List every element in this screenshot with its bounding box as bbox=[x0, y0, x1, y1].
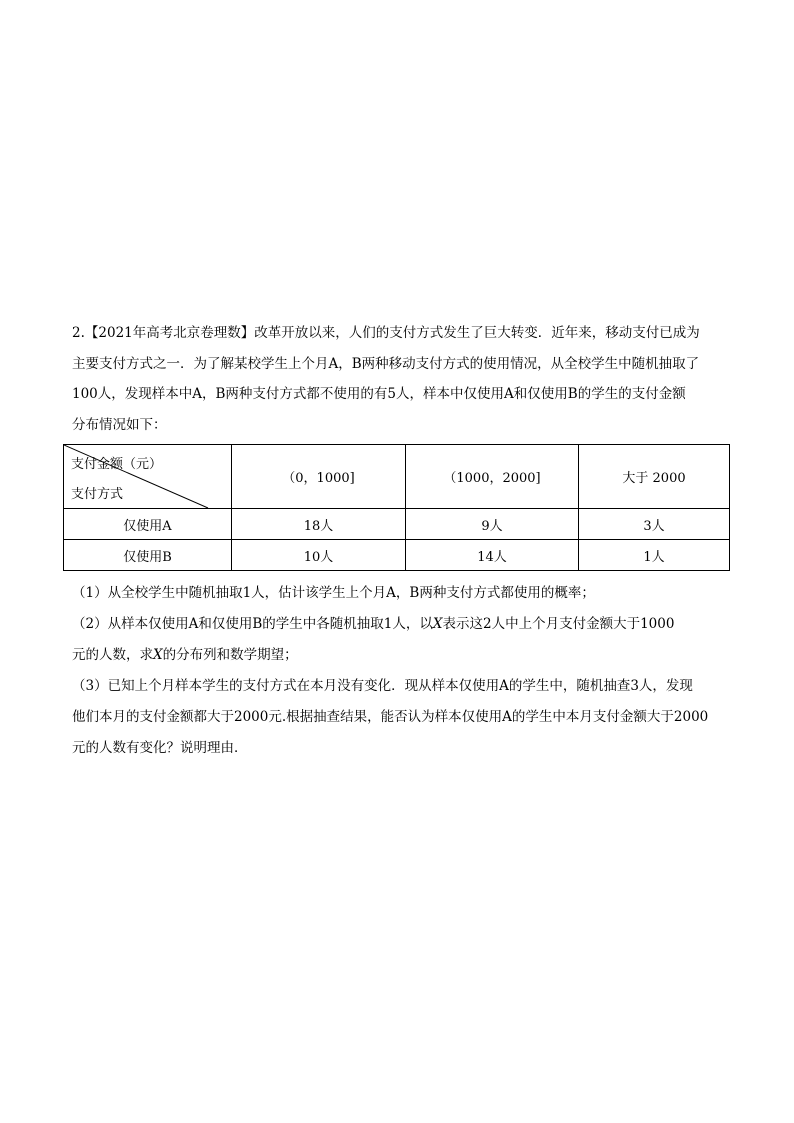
question-3-line-3: 元的人数有变化？说明理由． bbox=[72, 740, 248, 756]
intro-line-3: 100人，发现样本中A，B两种支付方式都不使用的有5人，样本中仅使用A和仅使用B的学生的支付金额 bbox=[72, 386, 686, 402]
problem-number: 2. bbox=[72, 325, 85, 341]
table-cell: 9人 bbox=[406, 509, 579, 540]
table-header-row bbox=[64, 445, 730, 509]
problem-source: 【2021年高考北京卷理数】 bbox=[84, 325, 255, 341]
question-2-line-2 bbox=[72, 640, 732, 671]
intro-line-1 bbox=[72, 318, 732, 349]
question-1: （1）从全校学生中随机抽取1人，估计该学生上个月A，B两种支付方式都使用的概率； bbox=[72, 585, 595, 601]
table-cell: 18人 bbox=[232, 509, 406, 540]
question-2-text-d: 的分布列和数学期望； bbox=[162, 647, 298, 663]
intro-line-1-text: 改革开放以来，人们的支付方式发生了巨大转变．近年来，移动支付已成为 bbox=[254, 325, 700, 341]
table-row bbox=[64, 509, 730, 540]
intro-line-2: 主要支付方式之一．为了解某校学生上个月A，B两种移动支付方式的使用情况，从全校学生中随机抽取了 bbox=[72, 355, 700, 372]
question-2-text-a: （2）从样本仅使用A和仅使用B的学生中各随机抽取1人，以 bbox=[72, 616, 433, 632]
table-cell: 1人 bbox=[579, 540, 730, 571]
corner-label-method: 支付方式 bbox=[71, 487, 124, 502]
table-cell: 14人 bbox=[406, 540, 579, 571]
table-row bbox=[64, 540, 730, 571]
row-label: 仅使用A bbox=[64, 509, 232, 540]
table-cell: 10人 bbox=[232, 540, 406, 571]
table-corner-cell bbox=[64, 445, 232, 509]
question-3-line-2: 他们本月的支付金额都大于2000元.根据抽查结果，能否认为样本仅使用A的学生中本月支付金额大于2000 bbox=[72, 709, 709, 725]
corner-label-amount: 支付金额（元） bbox=[71, 457, 163, 472]
column-header: （1000，2000] bbox=[406, 445, 579, 509]
question-2-line-1 bbox=[72, 609, 732, 640]
column-header: 大于 2000 bbox=[579, 445, 730, 509]
column-header: （0，1000] bbox=[232, 445, 406, 509]
row-label: 仅使用B bbox=[64, 540, 232, 571]
payment-distribution-table bbox=[63, 444, 730, 571]
table-cell: 3人 bbox=[579, 509, 730, 540]
random-variable-x: X bbox=[432, 616, 443, 632]
question-2-text-b: 表示这2人中上个月支付金额大于1000 bbox=[442, 616, 675, 632]
problem-intro bbox=[72, 318, 732, 440]
questions-block bbox=[72, 578, 732, 764]
question-2-text-c: 元的人数，求 bbox=[72, 647, 153, 663]
question-3-line-1: （3）已知上个月样本学生的支付方式在本月没有变化．现从样本仅使用A的学生中，随机抽查3人，发现 bbox=[72, 678, 693, 694]
intro-line-4: 分布情况如下： bbox=[72, 416, 167, 433]
random-variable-x: X bbox=[153, 647, 163, 663]
